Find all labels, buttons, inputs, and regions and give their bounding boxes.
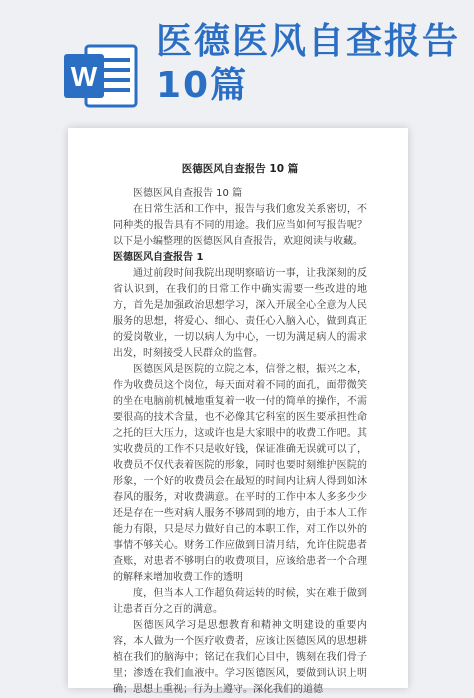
paragraph-intro-title: 医德医风自查报告 10 篇: [133, 188, 243, 199]
section-heading: 医德医风自查报告 1: [113, 252, 204, 263]
paragraph-body: 度，但当本人工作超负荷运转的时候，实在难于做到让患者百分之百的满意。: [113, 588, 367, 615]
paragraph-intro: 在日常生活和工作中，报告与我们愈发关系密切，不同种类的报告具有不同的用途。我们应当如何写报告呢？以下是小编整理的医德医风自查报告，欢迎阅读与收藏。: [113, 204, 367, 247]
cover-title-line-2: 10篇: [156, 65, 249, 106]
logo-letter: W: [70, 61, 98, 92]
word-document-icon: [62, 42, 140, 110]
cover-title-line-1: 医德医风自查报告: [156, 21, 461, 62]
document-title: 医德医风自查报告 10 篇: [181, 163, 299, 175]
document-page: [68, 128, 408, 695]
cover-title: [156, 20, 460, 108]
document-body: [113, 161, 367, 698]
paragraph-body: 医德医风学习是思想教育和精神文明建设的重要内容，本人做为一个医疗收费者，应该让医德医风的思想耕植在我们的脑海中；铭记在我们心目中，镌刻在我们骨子里；渗透在我们血液中。学习医德医风，要做到认识上明确；思想上重视；行为上遵守。深化我们的道德: [113, 620, 367, 695]
paragraph-body: 医德医风是医院的立院之本，信誉之根，振兴之本，作为收费员这个岗位，每天面对着不同的面孔，面带微笑的坐在电脑前机械地重复着一收一付的简单的操作，不需要很高的技术含量，也不必像其它科室的医生要承担性命之托的巨大压力，这或许也是大家眼中的收费工作吧。其实收费员的工作不只是收好钱，保证准确无误就可以了，收费员不仅代表着医院的形象，同时也要时刻维护医院的形象，一个好的收费员会在最短的时间内让病人得到如沐春风的服务，对收费满意。在平时的工作中本人多多少少还是存在一些对病人服务不够周到的地方，由于本人工作能力有限，只是尽力做好自己的本职工作，对工作以外的事情不够关心。财务工作应做到日清月结，允许住院患者查账，对患者不够明白的收费项目，应该给患者一个合理的解释来增加收费工作的透明: [113, 364, 367, 583]
paragraph-body: 通过前段时间我院出现明察暗访一事，让我深刻的反省认识到，在我们的日常工作中确实需要一些改进的地方，首先是加强政治思想学习，深入开展全心全意为人民服务的思想，将爱心、细心、责任心入脑入心，做到真正的爱岗敬业，一切以病人为中心，一切为满足病人的需求出发，时刻接受人民群众的监督。: [113, 268, 367, 359]
